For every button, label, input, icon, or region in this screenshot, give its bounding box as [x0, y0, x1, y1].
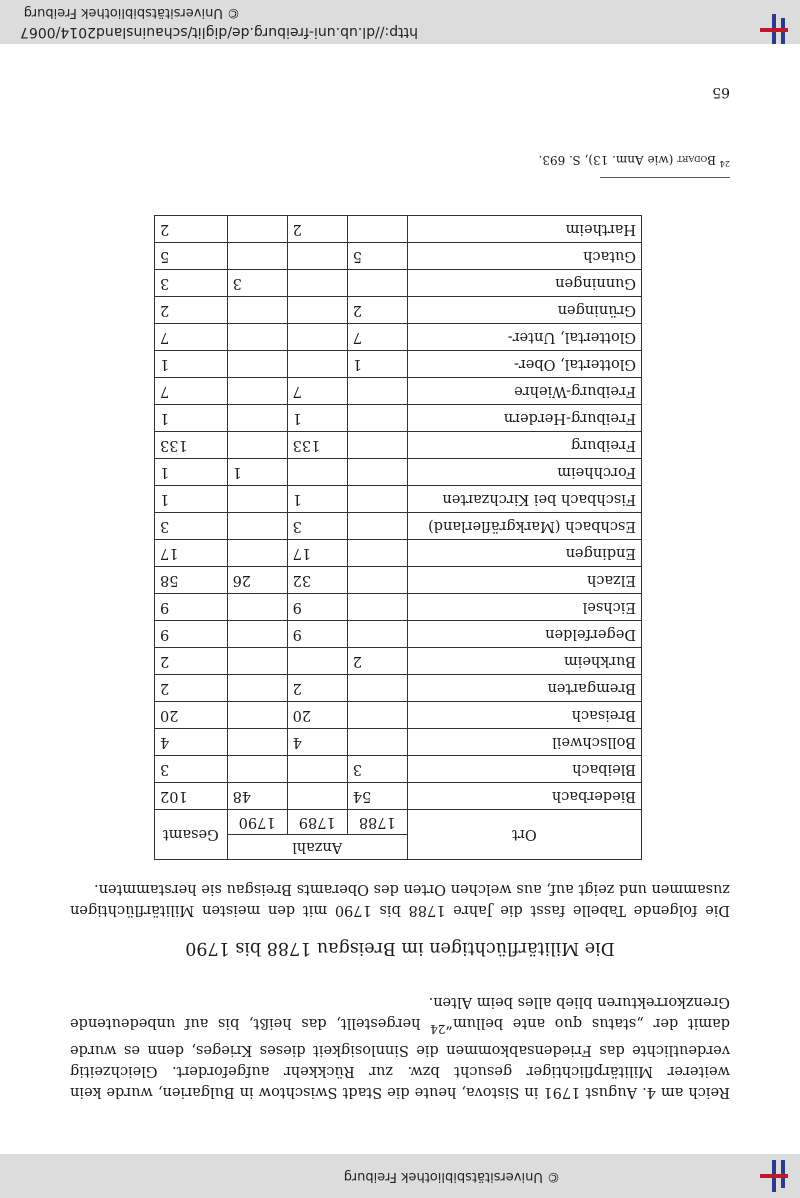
cell-1790 [227, 405, 287, 432]
cell-1789: 3 [287, 513, 347, 540]
cell-1789: 7 [287, 378, 347, 405]
cell-1788: 3 [347, 756, 407, 783]
cell-1788 [347, 486, 407, 513]
cell-1790 [227, 351, 287, 378]
cell-1789: 17 [287, 540, 347, 567]
cell-ort: Fischbach bei Kirchzarten [407, 486, 641, 513]
body-paragraph: Reich am 4. August 1791 in Sistova, heute die Stadt Swischtow in Bulgarien, wurde kein weiterer Militärpflichtiger gesucht bzw. zur Rückkehr aufgefordert. Gleichzeitig verdeutlichte das Friedensabkommen die Sinnlosigkeit dieses Krieges, denn es wurde damit der „status quo ante bellum“$^{24}$ hergestellt, das heißt, bis auf unbedeutende Grenzkorrekturen blieb alles beim Alten. [70, 994, 730, 1100]
footnote-ref[interactable]: 24 [430, 1022, 446, 1036]
cell-1790: 1 [227, 459, 287, 486]
cell-1790 [227, 702, 287, 729]
deserters-table [154, 215, 642, 860]
footnote-divider [600, 177, 730, 178]
table-row [155, 702, 642, 729]
cell-ort: Grüningen [407, 297, 641, 324]
cell-1790 [227, 756, 287, 783]
cell-gesamt: 102 [155, 783, 228, 810]
cell-ort: Gutach [407, 243, 641, 270]
table-row [155, 351, 642, 378]
table-row [155, 675, 642, 702]
table-row [155, 405, 642, 432]
cell-ort: Degerfelden [407, 621, 641, 648]
cell-1789: 2 [287, 216, 347, 243]
section-heading: Die Militärflüchtigen im Breisgau 1788 bis 1790 [185, 938, 615, 958]
cell-1788: 7 [347, 324, 407, 351]
library-credit: © Universitätsbibliothek Freiburg [343, 1169, 560, 1184]
cell-1790 [227, 216, 287, 243]
cell-ort: Biederbach [407, 783, 641, 810]
cell-1789 [287, 783, 347, 810]
cell-ort: Burkheim [407, 648, 641, 675]
cell-ort: Eschbach (Markgräflerland) [407, 513, 641, 540]
cell-1788 [347, 378, 407, 405]
cell-1788: 2 [347, 648, 407, 675]
cell-gesamt: 4 [155, 729, 228, 756]
table-row [155, 621, 642, 648]
library-credit: © Universitätsbibliothek Freiburg [23, 5, 240, 20]
cell-gesamt: 2 [155, 648, 228, 675]
cell-ort: Glottertal, Ober- [407, 351, 641, 378]
table-row [155, 540, 642, 567]
cell-1789 [287, 243, 347, 270]
cell-1788: 1 [347, 351, 407, 378]
column-header-1788: 1788 [347, 810, 407, 835]
viewer-top-bar [0, 1154, 800, 1198]
table-row [155, 594, 642, 621]
cell-1788 [347, 216, 407, 243]
cell-gesamt: 20 [155, 702, 228, 729]
table-row [155, 783, 642, 810]
cell-gesamt: 3 [155, 756, 228, 783]
cell-ort: Freiburg-Wiehre [407, 378, 641, 405]
document-url[interactable]: http://dl.ub.uni-freiburg.de/diglit/schauinsland2014/0067 [20, 24, 418, 40]
column-header-1790: 1790 [227, 810, 287, 835]
cell-1790: 3 [227, 270, 287, 297]
column-header-ort: Ort [407, 810, 641, 860]
intro-paragraph: Die folgende Tabelle fasst die Jahre 1788 bis 1790 mit den meisten Militärflüchtigen zusammen und zeigt auf, aus welchen Orten des Oberamts Breisgau sie herstammten. [70, 881, 730, 918]
cell-gesamt: 17 [155, 540, 228, 567]
cell-ort: Bollschweil [407, 729, 641, 756]
cell-1790 [227, 540, 287, 567]
table-row [155, 729, 642, 756]
cell-1790 [227, 729, 287, 756]
column-header-anzahl: Anzahl [227, 835, 407, 860]
cell-gesamt: 2 [155, 216, 228, 243]
cell-1789 [287, 756, 347, 783]
cell-1788 [347, 702, 407, 729]
cell-1790 [227, 621, 287, 648]
cell-ort: Bremgarten [407, 675, 641, 702]
cell-ort: Eichsel [407, 594, 641, 621]
cell-1789: 32 [287, 567, 347, 594]
table-row [155, 459, 642, 486]
cell-1788 [347, 567, 407, 594]
cell-gesamt: 58 [155, 567, 228, 594]
cell-ort: Freiburg [407, 432, 641, 459]
cell-ort: Endingen [407, 540, 641, 567]
table-row [155, 513, 642, 540]
footnote: $^{24}$ Bodart (wie Anm. 13), S. 693. [538, 153, 730, 168]
cell-1790 [227, 297, 287, 324]
cell-1789: 4 [287, 729, 347, 756]
cell-1790 [227, 243, 287, 270]
cell-gesamt: 1 [155, 351, 228, 378]
cell-1788 [347, 459, 407, 486]
cell-1790 [227, 432, 287, 459]
cell-gesamt: 3 [155, 513, 228, 540]
cell-1789 [287, 324, 347, 351]
table-row [155, 324, 642, 351]
cell-gesamt: 7 [155, 378, 228, 405]
cell-gesamt: 7 [155, 324, 228, 351]
cell-1788 [347, 729, 407, 756]
cell-1789: 1 [287, 405, 347, 432]
cell-1788: 54 [347, 783, 407, 810]
table-row [155, 567, 642, 594]
cell-gesamt: 9 [155, 594, 228, 621]
cell-1790 [227, 513, 287, 540]
cell-1790 [227, 378, 287, 405]
table-row [155, 432, 642, 459]
cell-1788: 5 [347, 243, 407, 270]
cell-1789: 9 [287, 621, 347, 648]
table-row [155, 270, 642, 297]
cell-1789: 1 [287, 486, 347, 513]
cell-1788 [347, 405, 407, 432]
cell-1789 [287, 351, 347, 378]
cell-1788 [347, 540, 407, 567]
cell-1788 [347, 675, 407, 702]
cell-ort: Elzach [407, 567, 641, 594]
cell-1789: 2 [287, 675, 347, 702]
cell-1790 [227, 324, 287, 351]
cell-gesamt: 1 [155, 459, 228, 486]
page-number: 65 [712, 84, 730, 100]
cell-1790: 26 [227, 567, 287, 594]
cell-1788 [347, 594, 407, 621]
cell-1789 [287, 459, 347, 486]
cell-1789 [287, 297, 347, 324]
table-row [155, 378, 642, 405]
cell-1790 [227, 594, 287, 621]
cell-ort: Gunningen [407, 270, 641, 297]
cell-gesamt: 1 [155, 486, 228, 513]
cell-1789: 9 [287, 594, 347, 621]
cell-gesamt: 1 [155, 405, 228, 432]
cell-1788 [347, 432, 407, 459]
cell-1788 [347, 621, 407, 648]
cell-ort: Bleibach [407, 756, 641, 783]
cell-1790: 48 [227, 783, 287, 810]
cell-ort: Forchheim [407, 459, 641, 486]
cell-1790 [227, 486, 287, 513]
cell-1788 [347, 270, 407, 297]
cell-ort: Breisach [407, 702, 641, 729]
university-logo-icon [758, 1160, 788, 1192]
cell-1789 [287, 270, 347, 297]
cell-gesamt: 3 [155, 270, 228, 297]
table-row [155, 486, 642, 513]
cell-gesamt: 5 [155, 243, 228, 270]
cell-1789: 133 [287, 432, 347, 459]
table-row [155, 756, 642, 783]
table-row [155, 216, 642, 243]
cell-ort: Hartheim [407, 216, 641, 243]
table-row [155, 297, 642, 324]
column-header-gesamt: Gesamt [155, 810, 228, 860]
cell-gesamt: 2 [155, 297, 228, 324]
university-logo-icon [758, 12, 788, 44]
cell-1789 [287, 648, 347, 675]
cell-gesamt: 133 [155, 432, 228, 459]
cell-1790 [227, 675, 287, 702]
cell-gesamt: 2 [155, 675, 228, 702]
cell-1790 [227, 648, 287, 675]
cell-ort: Glottertal, Unter- [407, 324, 641, 351]
viewer-bottom-bar [0, 0, 800, 44]
cell-1788 [347, 513, 407, 540]
table-row [155, 648, 642, 675]
table-row [155, 243, 642, 270]
cell-ort: Freiburg-Herdern [407, 405, 641, 432]
cell-gesamt: 9 [155, 621, 228, 648]
column-header-1789: 1789 [287, 810, 347, 835]
cell-1789: 20 [287, 702, 347, 729]
cell-1788: 2 [347, 297, 407, 324]
